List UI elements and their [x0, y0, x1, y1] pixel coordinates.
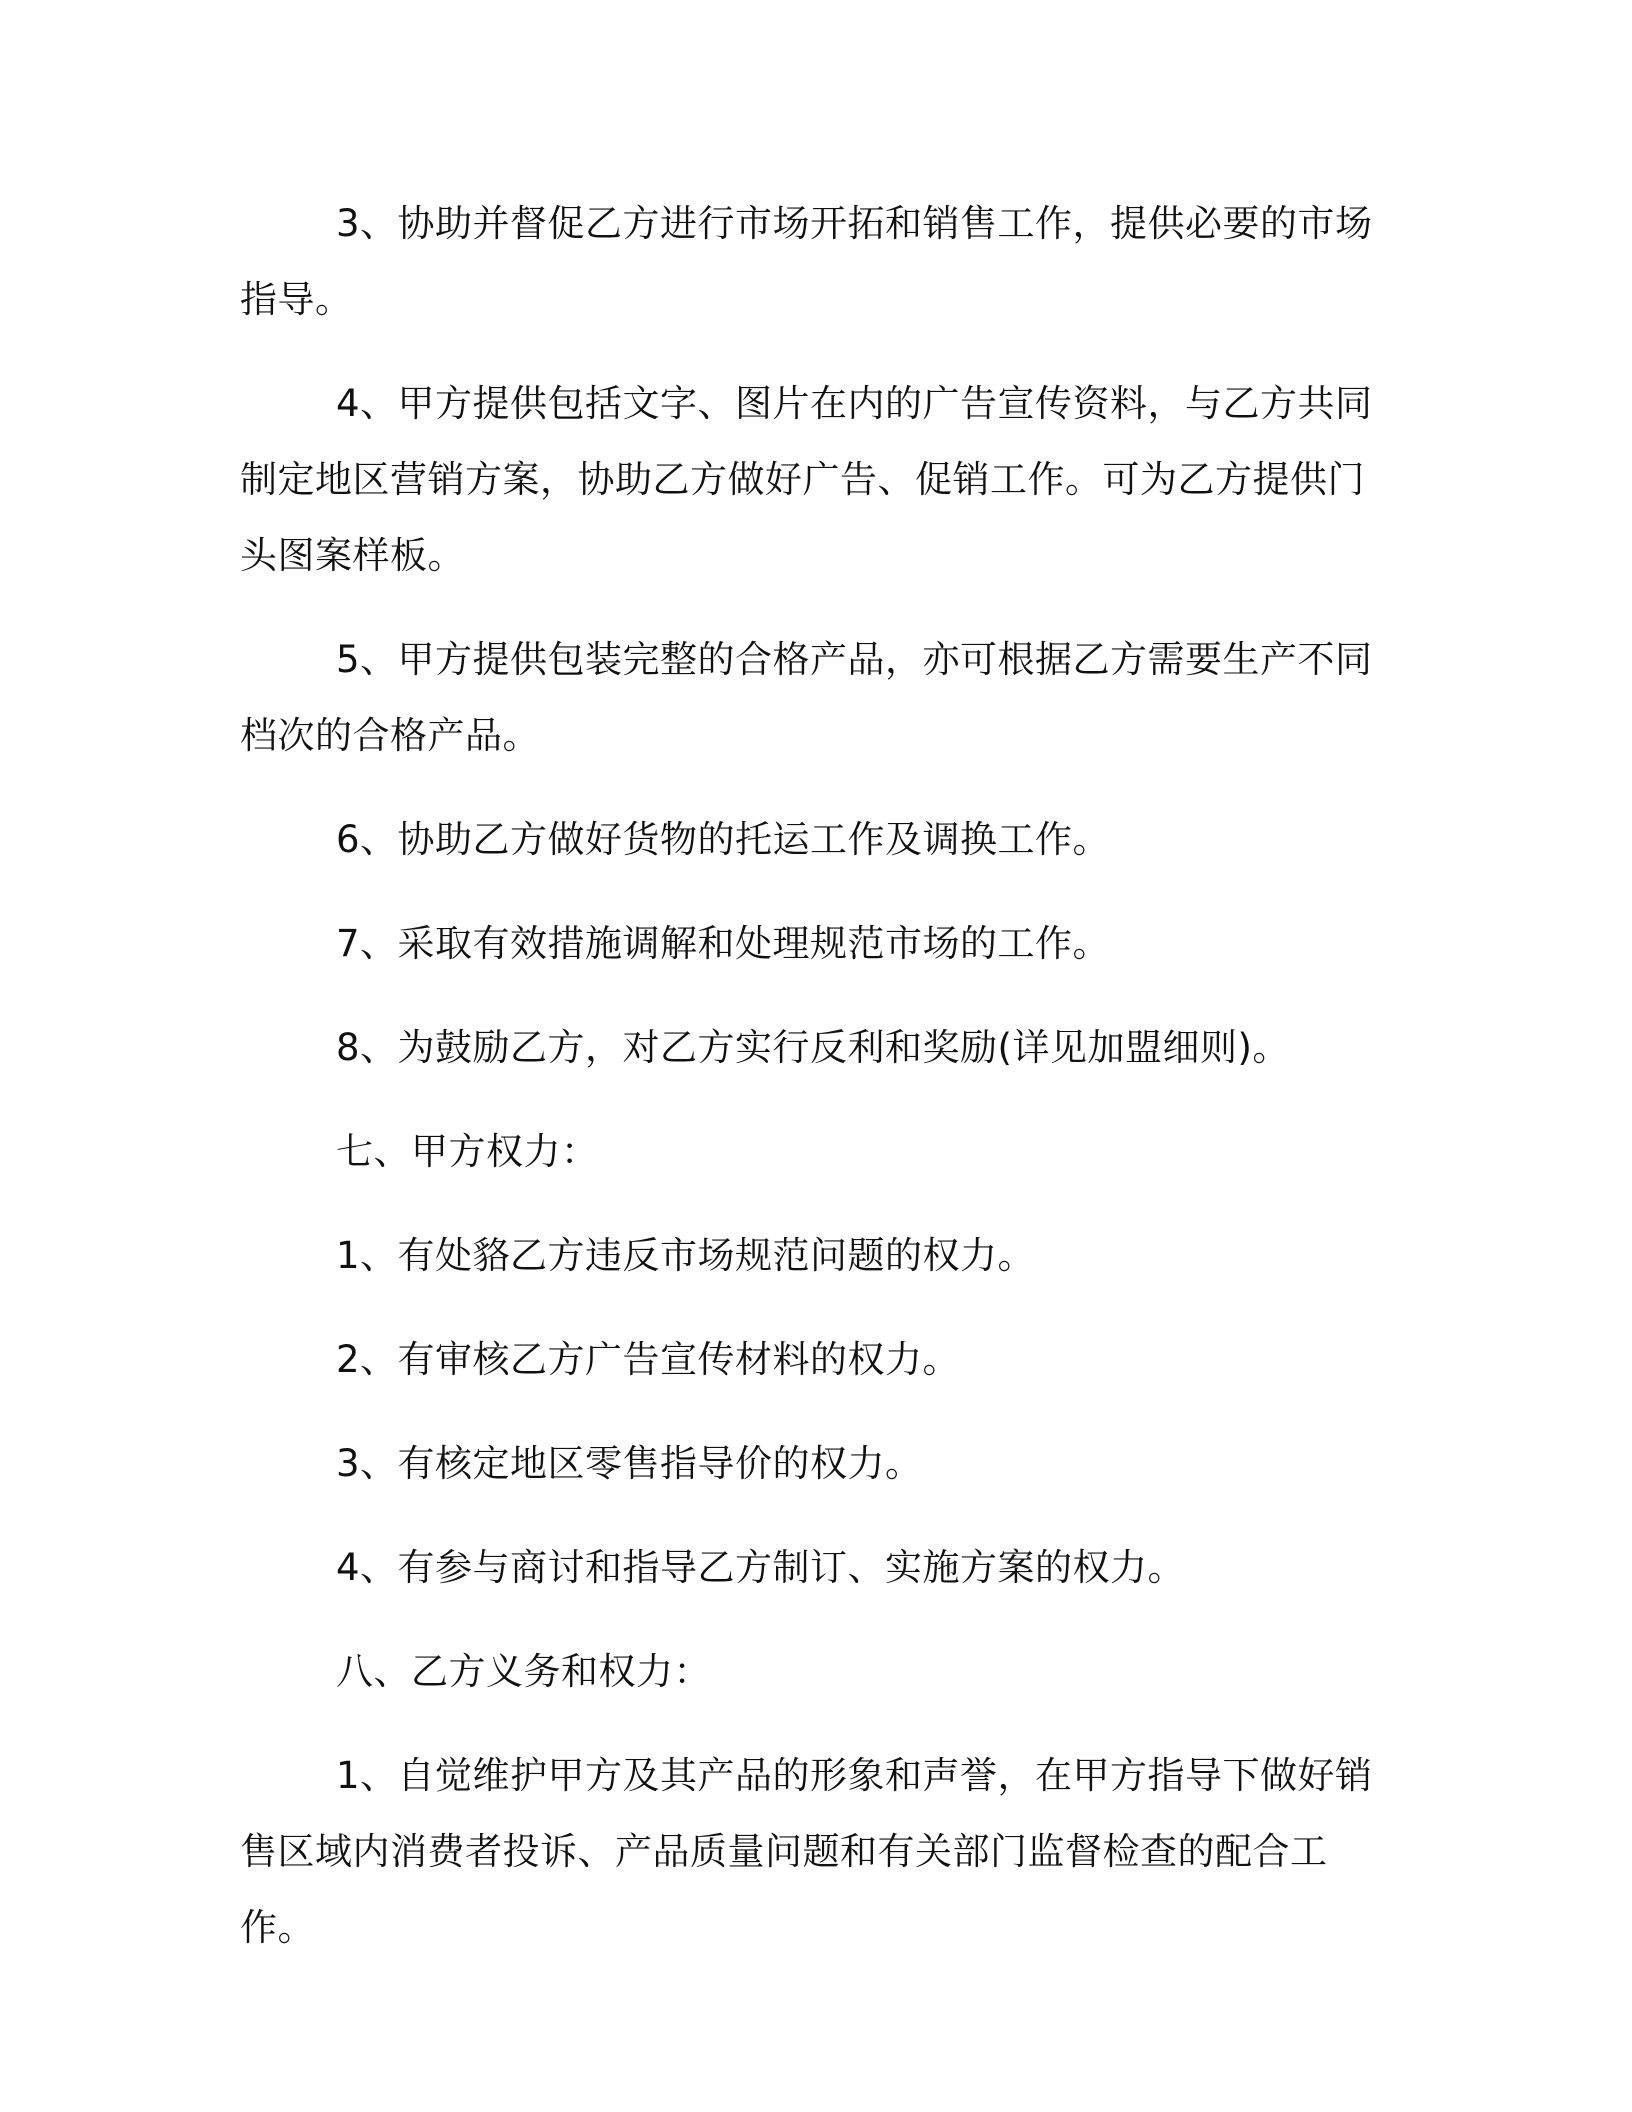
section-heading-party-b-duties: 八、乙方义务和权力：	[336, 1650, 711, 1693]
paragraph-obligation-7: 7、采取有效措施调解和处理规范市场的工作。	[336, 922, 1111, 965]
document-body	[240, 186, 1376, 1994]
section-heading-party-a-rights: 七、甲方权力：	[336, 1130, 599, 1173]
paragraph-right-4: 4、有参与商讨和指导乙方制订、实施方案的权力。	[336, 1546, 1186, 1589]
paragraph-obligation-5: 5、甲方提供包装完整的合格产品，亦可根据乙方需要生产不同档次的合格产品。	[240, 638, 1373, 757]
paragraph-obligation-4: 4、甲方提供包括文字、图片在内的广告宣传资料，与乙方共同制定地区营销方案，协助乙方做好广告、促销工作。可为乙方提供门头图案样板。	[240, 382, 1373, 577]
paragraph-obligation-8: 8、为鼓励乙方，对乙方实行反利和奖励(详见加盟细则)。	[336, 1026, 1290, 1069]
paragraph-duty-1: 1、自觉维护甲方及其产品的形象和声誉，在甲方指导下做好销售区域内消费者投诉、产品质量问题和有关部门监督检查的配合工作。	[240, 1754, 1373, 1949]
paragraph-obligation-3: 3、协助并督促乙方进行市场开拓和销售工作，提供必要的市场指导。	[240, 202, 1373, 321]
paragraph-right-2: 2、有审核乙方广告宣传材料的权力。	[336, 1338, 961, 1381]
paragraph-right-3: 3、有核定地区零售指导价的权力。	[336, 1442, 923, 1485]
paragraph-right-1: 1、有处貉乙方违反市场规范问题的权力。	[336, 1234, 1036, 1277]
paragraph-obligation-6: 6、协助乙方做好货物的托运工作及调换工作。	[336, 818, 1111, 861]
